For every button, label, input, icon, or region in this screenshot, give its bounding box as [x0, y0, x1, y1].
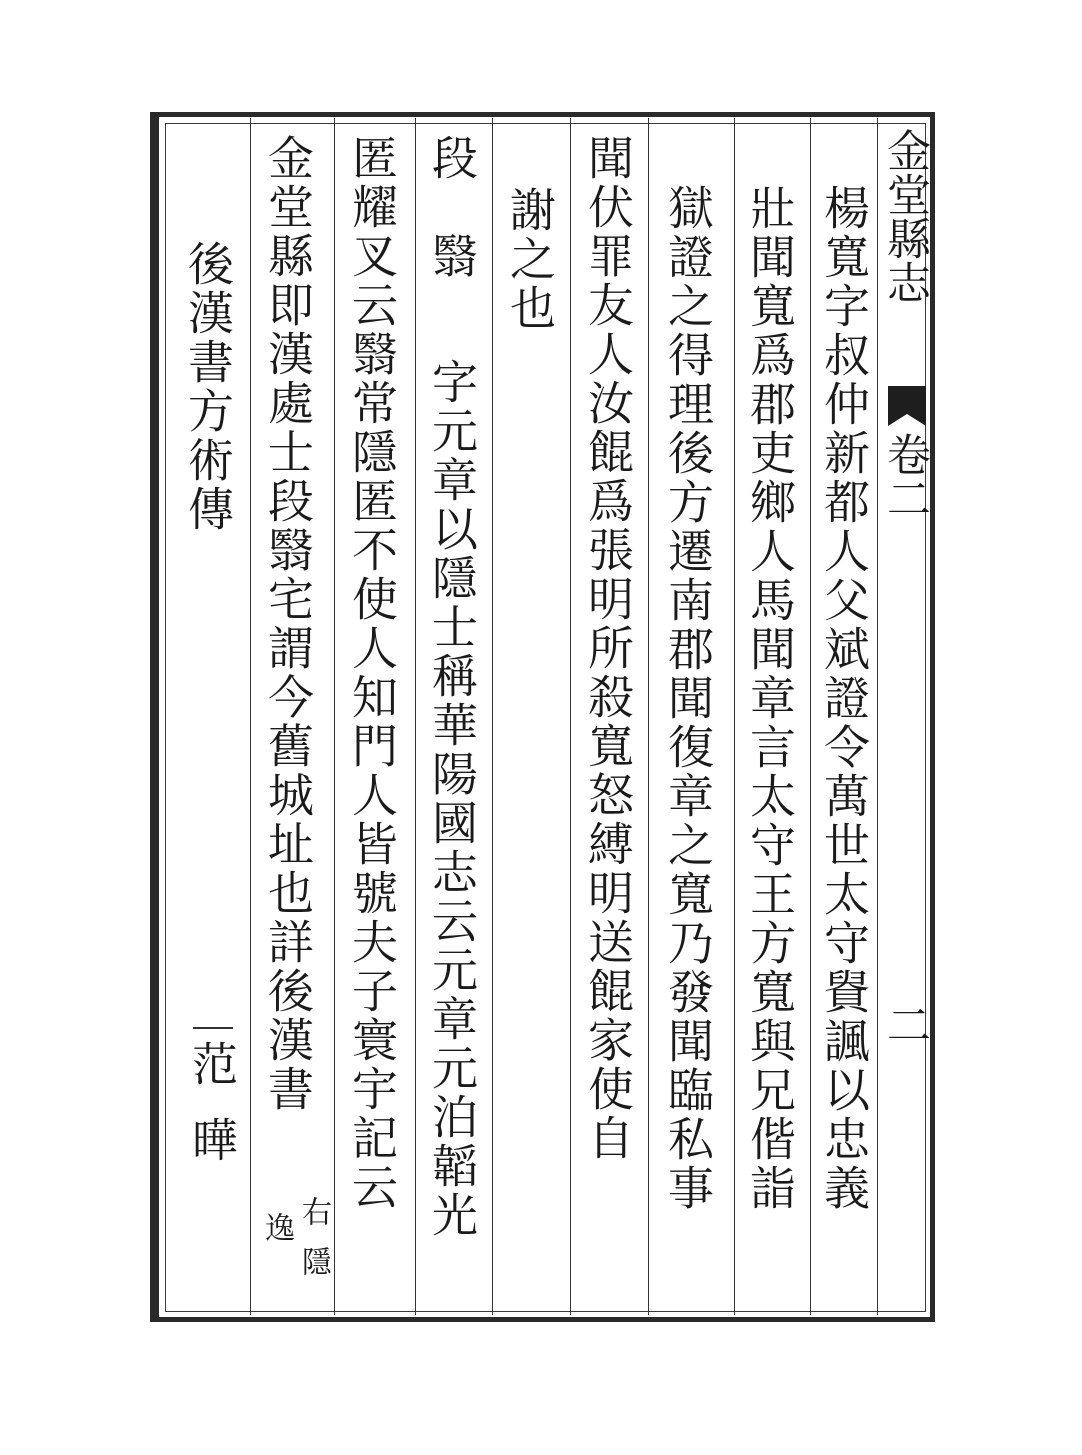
text-column-5: 謝之也 — [503, 186, 557, 333]
column-rule-5 — [492, 118, 493, 1315]
small-note-left: 逸 — [259, 1212, 294, 1242]
text-column-6-body: 字元章以隱士稱華陽國志云元章元泊韜光 — [425, 358, 479, 1240]
text-column-1: 楊寬字叔仲新都人父斌證令萬世太守䝿諷以忠義 — [817, 184, 871, 1213]
column-rule-8 — [250, 118, 251, 1315]
column-rule-6 — [415, 118, 416, 1315]
text-column-9: 後漢書方術傳 — [181, 240, 235, 534]
text-column-2: 壯聞寬爲郡吏鄉人馬聞章言太守王方寬與兄偕詣 — [743, 184, 797, 1213]
text-column-8: 金堂縣即漢處士段翳宅謂今舊城址也詳後漢書 — [261, 134, 315, 1114]
author-name: 范曄 — [185, 1040, 239, 1192]
text-column-6-name: 段 翳 — [425, 134, 479, 281]
column-rule-4 — [570, 118, 571, 1315]
text-column-3: 獄證之得理後方遷南郡聞復章之寬乃發聞臨私事 — [661, 184, 715, 1213]
column-rule-3 — [648, 118, 649, 1315]
column-rule-1 — [810, 118, 811, 1315]
column-rule-2 — [734, 118, 735, 1315]
text-column-7: 匿耀叉云翳常隱匿不使人知門人皆號夫子寰宇記云 — [345, 134, 399, 1212]
margin-title: 金堂縣志 — [879, 128, 930, 304]
margin-page-number: 二 — [879, 1002, 930, 1046]
text-column-4: 聞伏罪友人汝餛爲張明所殺寬怒縛明送餛家使自 — [581, 134, 635, 1163]
small-note-right: 右 — [296, 1196, 331, 1226]
margin-volume: 卷二 — [879, 432, 930, 520]
separator-mark — [193, 1027, 233, 1029]
column-rule-7 — [334, 118, 335, 1315]
small-note-right-2: 隱 — [296, 1246, 331, 1276]
